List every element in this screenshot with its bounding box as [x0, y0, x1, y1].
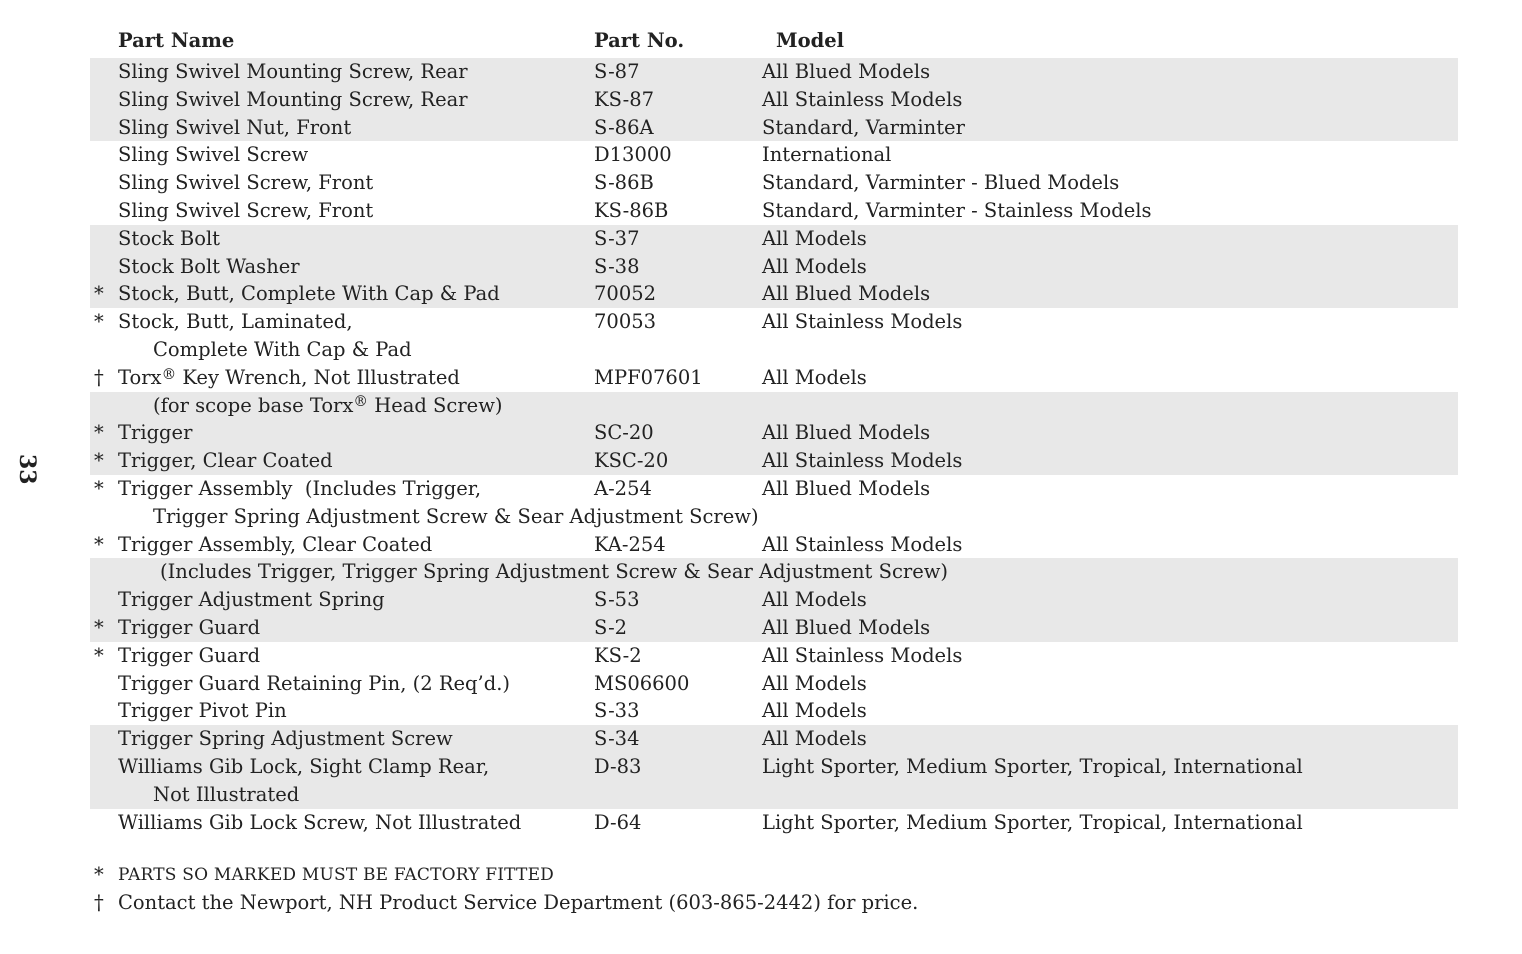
- table-row: [90, 558, 1458, 586]
- part-name: Sling Swivel Screw, Front: [118, 171, 374, 195]
- part-no: S-87: [594, 60, 640, 83]
- part-name: Williams Gib Lock Screw, Not Illustrated: [118, 810, 522, 834]
- part-model: All Models: [762, 365, 867, 389]
- part-name: Torx® Key Wrench, Not Illustrated: [118, 365, 460, 389]
- part-name: Stock, Butt, Complete With Cap & Pad: [118, 282, 500, 306]
- part-name: Trigger Spring Adjustment Screw: [118, 727, 453, 751]
- table-row: [90, 586, 1458, 614]
- parts-table: [90, 27, 1458, 836]
- page-number: 33: [14, 454, 40, 485]
- footnote-text: Contact the Newport, NH Product Service Department (603-865-2442) for price.: [118, 891, 919, 914]
- part-no: D-83: [594, 754, 642, 778]
- part-model: All Stainless Models: [762, 310, 963, 334]
- part-model: All Blued Models: [762, 476, 931, 500]
- part-no: S-53: [594, 588, 640, 612]
- part-name: Sling Swivel Screw, Front: [118, 198, 374, 222]
- part-no: MPF07601: [594, 365, 703, 389]
- part-no: KS-87: [594, 87, 655, 111]
- header-part-name: Part Name: [118, 29, 235, 52]
- table-row: [90, 670, 1458, 698]
- part-model: All Models: [762, 671, 867, 695]
- part-model: All Models: [762, 588, 867, 612]
- part-no: KS-2: [594, 643, 642, 667]
- part-model: Standard, Varminter - Stainless Models: [762, 198, 1152, 222]
- part-no: D13000: [594, 143, 672, 167]
- part-no: KS-86B: [594, 198, 669, 222]
- part-no: D-64: [594, 810, 642, 834]
- part-model: Light Sporter, Medium Sporter, Tropical, International: [762, 810, 1303, 834]
- header-model: Model: [776, 29, 845, 52]
- part-no: A-254: [594, 476, 652, 500]
- part-model: All Models: [762, 254, 867, 278]
- part-name: Sling Swivel Nut, Front: [118, 115, 352, 139]
- table-row: [90, 642, 1458, 670]
- footnotes: [90, 861, 1458, 917]
- part-no: S-38: [594, 254, 640, 278]
- part-name: Williams Gib Lock, Sight Clamp Rear,: [118, 754, 490, 778]
- part-no: KSC-20: [594, 449, 669, 473]
- footnote-text: PARTS SO MARKED MUST BE FACTORY FITTED: [118, 865, 555, 885]
- table-row: [90, 809, 1458, 837]
- table-row: [90, 336, 1458, 364]
- row-mark: *: [94, 310, 104, 334]
- table-row: [90, 225, 1458, 253]
- footnote-contact: [90, 889, 1458, 917]
- part-model: Light Sporter, Medium Sporter, Tropical, International: [762, 754, 1303, 778]
- table-row: [90, 141, 1458, 169]
- row-mark: *: [94, 476, 104, 500]
- part-model: All Stainless Models: [762, 449, 963, 473]
- table-row: [90, 419, 1458, 447]
- part-model: International: [762, 143, 892, 167]
- part-model: All Blued Models: [762, 282, 931, 306]
- part-model: All Models: [762, 727, 867, 751]
- part-name: Stock Bolt Washer: [118, 254, 300, 278]
- table-row: [90, 753, 1458, 781]
- part-no: S-86B: [594, 171, 654, 195]
- table-row: [90, 364, 1458, 392]
- table-row: [90, 447, 1458, 475]
- part-name: (Includes Trigger, Trigger Spring Adjustment Screw & Sear Adjustment Screw): [160, 560, 949, 584]
- table-row: [90, 781, 1458, 809]
- table-row: [90, 197, 1458, 225]
- part-name: Sling Swivel Screw: [118, 143, 309, 167]
- part-name: Sling Swivel Mounting Screw, Rear: [118, 60, 468, 83]
- table-row: [90, 114, 1458, 142]
- row-mark: *: [94, 282, 104, 306]
- part-name: Trigger Guard: [118, 615, 261, 639]
- table-row: [90, 503, 1458, 531]
- row-mark: *: [94, 421, 104, 445]
- part-name: Trigger Assembly (Includes Trigger,: [118, 476, 482, 500]
- part-name: Trigger Assembly, Clear Coated: [118, 532, 433, 556]
- part-model: All Stainless Models: [762, 532, 963, 556]
- table-row: [90, 725, 1458, 753]
- row-mark: *: [94, 615, 104, 639]
- part-name: Not Illustrated: [153, 782, 300, 806]
- table-row: [90, 308, 1458, 336]
- table-row: [90, 58, 1458, 86]
- part-name: Complete With Cap & Pad: [153, 337, 412, 361]
- part-model: All Blued Models: [762, 421, 931, 445]
- table-row: [90, 169, 1458, 197]
- part-name: Trigger: [118, 421, 193, 445]
- part-name: Sling Swivel Mounting Screw, Rear: [118, 87, 468, 111]
- table-row: [90, 475, 1458, 503]
- part-model: All Blued Models: [762, 615, 931, 639]
- part-no: SC-20: [594, 421, 654, 445]
- table-row: [90, 697, 1458, 725]
- part-name: Trigger Spring Adjustment Screw & Sear Adjustment Screw): [153, 504, 759, 528]
- part-model: All Models: [762, 699, 867, 723]
- part-model: Standard, Varminter - Blued Models: [762, 171, 1120, 195]
- part-name: Trigger Pivot Pin: [118, 699, 287, 723]
- part-name: Trigger, Clear Coated: [118, 449, 333, 473]
- part-name: (for scope base Torx® Head Screw): [153, 393, 503, 417]
- footnote-mark: *: [94, 863, 104, 886]
- part-name: Trigger Adjustment Spring: [118, 588, 385, 612]
- part-model: All Models: [762, 226, 867, 250]
- table-row: [90, 253, 1458, 281]
- row-mark: *: [94, 532, 104, 556]
- part-no: S-34: [594, 727, 640, 751]
- part-name: Stock, Butt, Laminated,: [118, 310, 353, 334]
- part-model: Standard, Varminter: [762, 115, 965, 139]
- footnote-mark: †: [94, 891, 104, 914]
- part-no: S-37: [594, 226, 640, 250]
- part-no: S-86A: [594, 115, 654, 139]
- part-model: All Blued Models: [762, 60, 931, 83]
- part-no: S-2: [594, 615, 628, 639]
- part-name: Trigger Guard Retaining Pin, (2 Req’d.): [118, 671, 511, 695]
- row-mark: †: [94, 365, 104, 389]
- footnote-factory-fitted: [90, 861, 1458, 889]
- table-row: [90, 614, 1458, 642]
- table-row: [90, 531, 1458, 559]
- part-no: S-33: [594, 699, 640, 723]
- part-no: MS06600: [594, 671, 690, 695]
- table-row: [90, 280, 1458, 308]
- table-row: [90, 392, 1458, 420]
- row-mark: *: [94, 449, 104, 473]
- table-header: [90, 27, 1458, 58]
- header-part-no: Part No.: [594, 29, 685, 52]
- part-no: KA-254: [594, 532, 666, 556]
- part-name: Trigger Guard: [118, 643, 261, 667]
- row-mark: *: [94, 643, 104, 667]
- part-model: All Stainless Models: [762, 87, 963, 111]
- part-name: Stock Bolt: [118, 226, 221, 250]
- part-no: 70052: [594, 282, 657, 306]
- part-no: 70053: [594, 310, 657, 334]
- table-row: [90, 86, 1458, 114]
- part-model: All Stainless Models: [762, 643, 963, 667]
